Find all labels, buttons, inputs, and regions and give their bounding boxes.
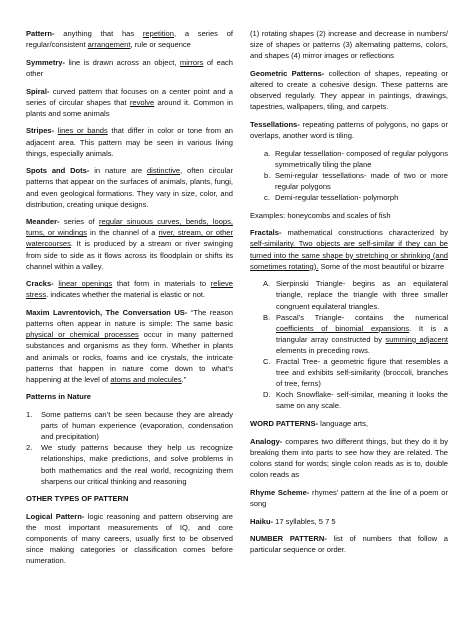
- term-fractals: Fractals-: [250, 228, 282, 238]
- quote-author: Maxim Lavrentovich, The Conversation US-: [26, 308, 188, 318]
- list-item: [250, 356, 448, 389]
- definition-text: that form in materials to: [112, 279, 211, 289]
- underlined-text: relieve stress: [26, 279, 233, 300]
- list-item: [250, 312, 448, 356]
- definition-text: of each other: [26, 57, 233, 78]
- list-item-text: Pascal’s Triangle- contains the numerical: [276, 312, 448, 322]
- geometric-intro: (1) rotating shapes (2) increase and decrease in numbers/ size of shapes or patterns (3) alternating patterns, colors, and shapes (4) mirror images or reflections: [250, 29, 448, 61]
- right-column: [250, 28, 448, 562]
- underlined-text: atoms and molecules: [110, 374, 182, 384]
- nature-list: [26, 409, 233, 487]
- term-word-patterns: WORD PATTERNS-: [250, 419, 319, 429]
- number-pattern-definition: [250, 533, 448, 555]
- haiku-definition: [250, 516, 448, 527]
- definition-text: . indicates whether the material is elastic or not.: [46, 290, 206, 300]
- list-item-text: Sierpinski Triangle- begins as an equilateral triangle, replace the triangle with three smaller congruent equilateral triangles.: [276, 279, 448, 311]
- definition-text: mathematical constructions characterized by: [281, 228, 448, 238]
- term-pattern: Pattern-: [26, 29, 55, 38]
- list-item-text: Semi-regular tessellations- made of two or more regular polygons: [275, 170, 448, 191]
- underlined-text: distinctive: [146, 166, 181, 176]
- list-marker: A.: [263, 279, 271, 289]
- term-meander: Meander-: [26, 217, 60, 227]
- list-marker: C.: [263, 357, 271, 366]
- list-marker: 1.: [26, 410, 33, 420]
- list-item: [250, 192, 448, 203]
- definition-text: line is drawn across an object,: [65, 57, 180, 67]
- term-rhyme-scheme: Rhyme Scheme-: [250, 487, 310, 497]
- analogy-definition: [250, 436, 448, 480]
- definition-text: repeating patterns of polygons, no gaps or overlaps, another word is tiling.: [250, 119, 448, 140]
- stripes-definition: [26, 125, 233, 158]
- term-stripes: Stripes-: [26, 126, 55, 136]
- underlined-text: physical or chemical processes: [26, 330, 139, 340]
- spiral-definition: [26, 86, 233, 119]
- definition-text: logic reasoning and pattern observing are the most important measurements of IQ, and core components of many careers, usually first to be observed since making categories or classification comes before numeration.: [26, 512, 234, 566]
- definition-text: collection of shapes, repeating or altered to create a cohesive design. These patterns are observed regularly. They appear in paintings, drawings, tapestries, wallpapers, tiling, and carpets.: [250, 68, 448, 112]
- patterns-in-nature-heading: Patterns in Nature: [26, 392, 92, 402]
- term-symmetry: Symmetry-: [26, 57, 66, 67]
- definition-text: series of: [59, 217, 100, 227]
- term-haiku: Haiku-: [250, 516, 274, 526]
- meander-definition: [26, 216, 233, 271]
- list-marker: c.: [264, 193, 270, 202]
- term-number-pattern: NUMBER PATTERN-: [250, 534, 327, 544]
- list-marker: B.: [263, 312, 271, 322]
- underlined-text: lines or bands: [57, 126, 108, 136]
- pattern-definition: [26, 28, 233, 50]
- tessellations-definition: [250, 119, 448, 141]
- definition-text: anything that has: [54, 29, 143, 38]
- definition-text: in the channel of a: [87, 228, 159, 238]
- tessellation-list: [250, 148, 448, 203]
- symmetry-definition: [26, 57, 233, 79]
- fractals-definition: [250, 227, 448, 271]
- definition-text: . It is produced by a stream or river swinging from side to side as it flows across its floodplain or shifts its channel within a valley.: [26, 239, 233, 271]
- definition-text: , rule or sequence: [130, 40, 191, 50]
- other-types-heading: OTHER TYPES OF PATTERN: [26, 494, 129, 504]
- term-cracks: Cracks-: [26, 279, 54, 289]
- underlined-text: repetition: [142, 29, 174, 38]
- definition-text: around it. Common in plants and some animals: [26, 97, 234, 118]
- definition-text: in nature are: [89, 166, 147, 176]
- list-item: [250, 148, 448, 170]
- definition-text: Some of the most beautiful or bizarre: [318, 261, 445, 271]
- definition-text: , a series of regular/consistent: [26, 29, 233, 50]
- list-item: [250, 389, 448, 411]
- list-marker: D.: [263, 390, 271, 400]
- logical-pattern-definition: [26, 511, 233, 566]
- definition-text: that differ in color or tone from an adjacent area. This pattern may be seen in various living things, especially animals.: [26, 126, 234, 158]
- list-item-text: Regular tessellation- composed of regular polygons symmetrically tiling the plane: [275, 148, 448, 169]
- geometric-patterns-definition: [250, 68, 448, 112]
- underlined-text: regular sinuous curves, bends, loops, turns, or windings: [26, 217, 234, 238]
- underlined-text: self-similarity. Two objects are self-similar if they can be turned into the same shape by stretching or shrinking (and sometimes rotating).: [250, 239, 448, 271]
- list-marker: b.: [264, 170, 271, 180]
- underlined-text: revolve: [129, 97, 155, 107]
- fractal-examples-list: [250, 278, 448, 411]
- examples-text: Examples: honeycombs and scales of fish: [250, 210, 391, 220]
- definition-text: rhymes’ pattern at the line of a poem or song: [250, 487, 448, 508]
- spots-definition: [26, 165, 233, 209]
- underlined-text: summing adjacent: [385, 334, 448, 344]
- list-marker: 2.: [26, 443, 33, 453]
- term-geometric-patterns: Geometric Patterns-: [250, 68, 325, 78]
- list-item-text: Fractal Tree- a geometric figure that resembles a tree and exhibits self-similarity (broccoli, branches of tree, ferns): [276, 357, 448, 389]
- definition-text: list of numbers that follow a particular sequence or order.: [250, 534, 449, 555]
- quote-text: occur in many patterned substances and organisms as they form. Whether in plants and animals or rocks, foams and ice crystals, the intricate patterns that happen in nature come down to what’s happening at the level of: [26, 330, 233, 384]
- quote-text: .”: [181, 374, 187, 384]
- list-item: [26, 409, 233, 442]
- underlined-text: linear openings: [58, 279, 113, 289]
- underlined-text: arrangement: [87, 40, 131, 50]
- term-analogy: Analogy-: [250, 436, 283, 446]
- list-item-text: Demi-regular tessellation- polymorph: [275, 193, 399, 202]
- list-item-text: We study patterns because they help us recognize relationships, make predictions, and solve problems in both mathematics and the real world, recognizing them sharpens our critical thinking and reasoning: [41, 443, 233, 486]
- term-logical-pattern: Logical Pattern-: [26, 512, 85, 521]
- term-spots-and-dots: Spots and Dots-: [26, 166, 90, 176]
- list-item-text: . It is a triangular array constructed by: [276, 323, 448, 344]
- underlined-text: coefficients of binomial expansions: [276, 323, 410, 333]
- definition-text: compares two different things, but they do it by breaking them into parts to see how they are related. The colons stand for words; single colon reads as is to, double colon reads as: [250, 436, 448, 480]
- rhyme-scheme-definition: [250, 487, 448, 509]
- definition-text: , often circular patterns that appear on the surfaces of animals, plants, fungi, and even geological formations. They vary in size, color, and distribution, creating unique designs.: [26, 166, 233, 209]
- definition-text: 17 syllables, 5 7 5: [273, 516, 336, 526]
- list-item-text: Koch Snowflake- self-similar, meaning it looks the same on any scale.: [276, 390, 448, 411]
- definition-text: language arts,: [318, 419, 368, 429]
- list-item: [250, 278, 448, 311]
- term-tessellations: Tessellations-: [250, 119, 300, 129]
- cracks-definition: [26, 278, 233, 300]
- definition-text: curved pattern that focuses on a center point and a series of circular shapes that: [26, 86, 233, 107]
- left-column: [26, 28, 233, 573]
- word-patterns-definition: [250, 418, 448, 429]
- quote-text: “The reason patterns often appear in nature is simple: The same basic: [26, 308, 233, 329]
- list-item-text: Some patterns can’t be seen because they are already parts of human experience (evaporation, condensation and precipitation): [41, 410, 233, 442]
- underlined-text: mirrors: [179, 57, 204, 67]
- term-spiral: Spiral-: [26, 86, 50, 96]
- list-item-text: elements in preceding rows.: [276, 345, 370, 355]
- list-item: [250, 170, 448, 192]
- lavrentovich-quote: [26, 307, 233, 385]
- list-marker: a.: [264, 148, 271, 158]
- list-item: [26, 442, 233, 486]
- underlined-text: river, stream, or other watercourses: [26, 228, 233, 249]
